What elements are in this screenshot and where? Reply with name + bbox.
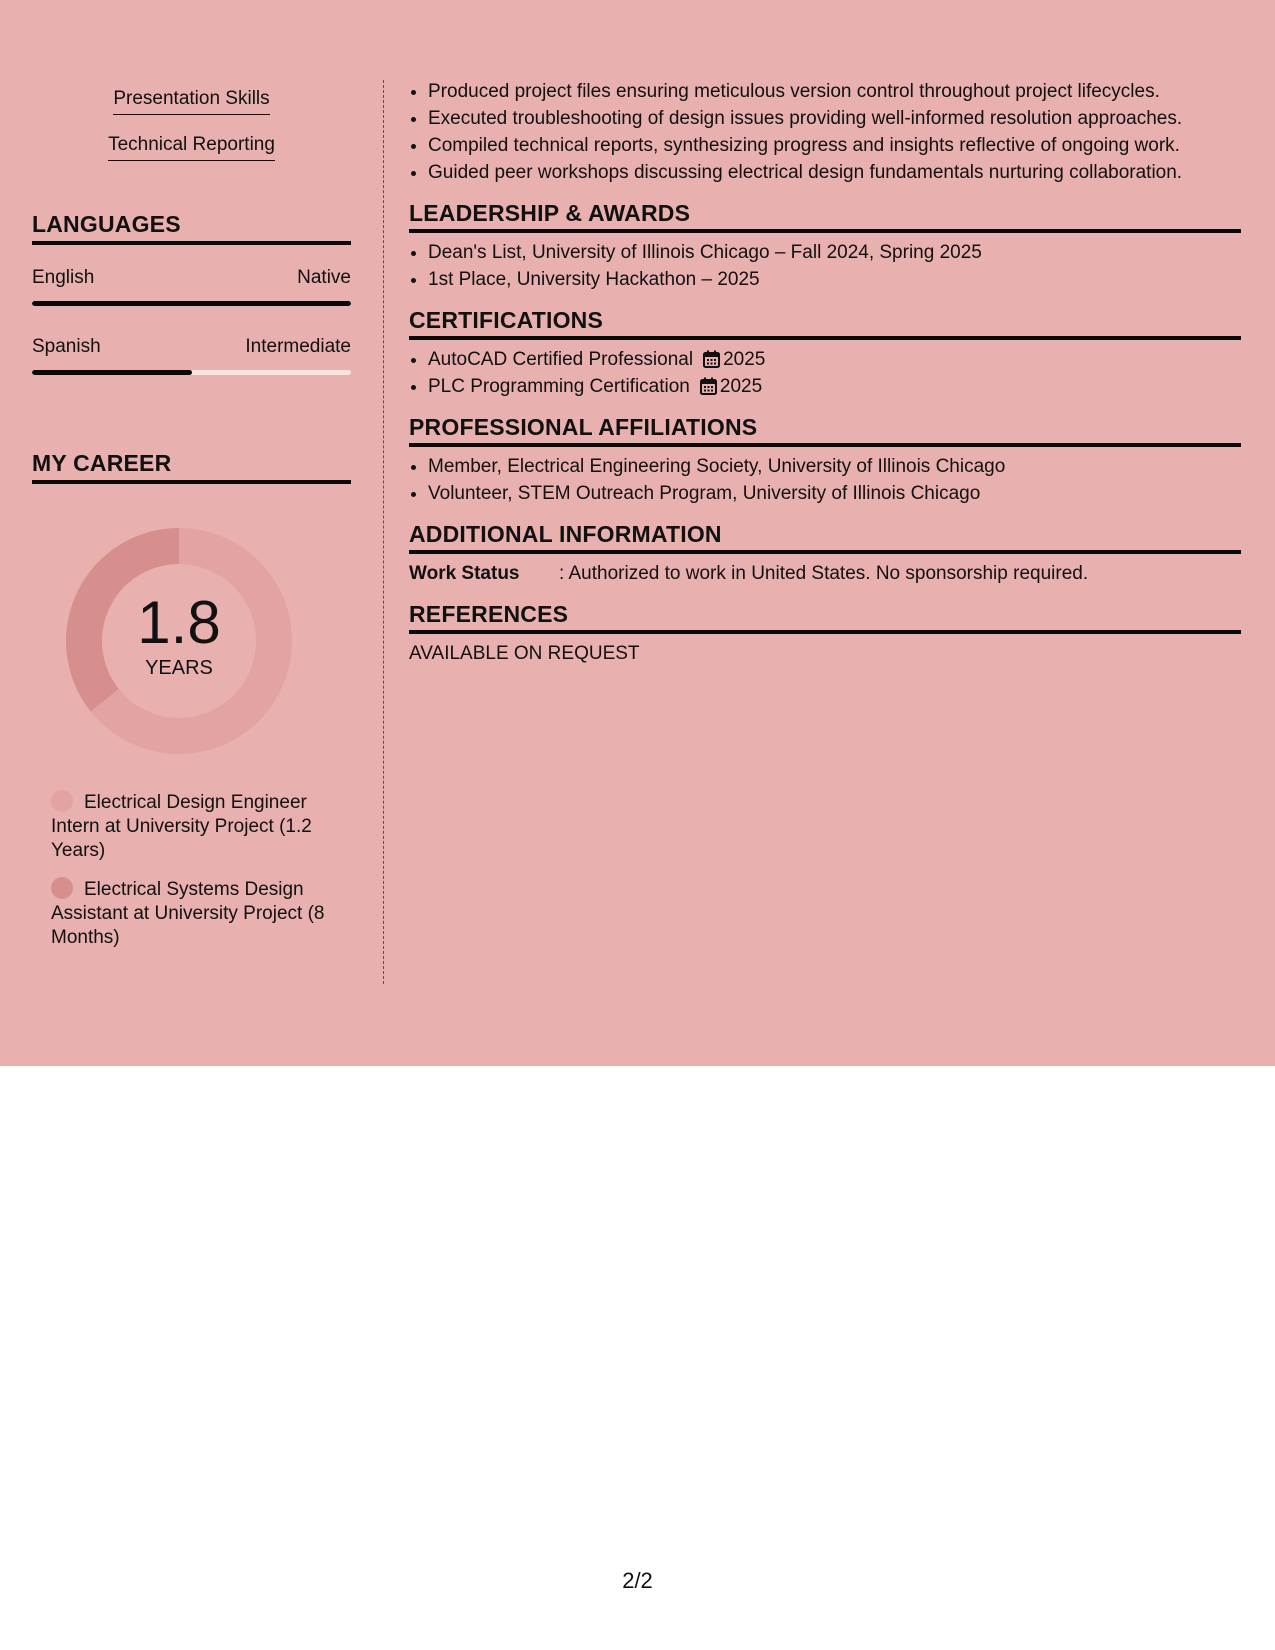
leadership-item: • Dean's List, University of Illinois Chicago – Fall 2024, Spring 2025	[428, 239, 1241, 266]
language-spanish	[32, 336, 351, 375]
work-status-value: : Authorized to work in United States. No sponsorship required.	[559, 563, 1089, 584]
work-status-row	[409, 560, 1241, 587]
certification-year: 2025	[723, 349, 766, 370]
career-total-value: 1.8	[137, 589, 221, 657]
language-level: Native	[297, 266, 351, 288]
career-heading: MY CAREER	[32, 450, 351, 484]
references-text: AVAILABLE ON REQUEST	[409, 643, 640, 664]
career-total-unit: YEARS	[145, 657, 213, 680]
career-legend-item	[51, 790, 341, 863]
leadership-list	[409, 239, 1241, 293]
language-english	[32, 267, 351, 306]
career-donut-chart	[66, 528, 292, 754]
language-proficiency-fill	[32, 370, 192, 375]
certification-item	[428, 346, 1241, 373]
language-name: Spanish	[32, 335, 101, 357]
language-proficiency-bar	[32, 370, 351, 375]
certification-name: PLC Programming Certification	[428, 376, 690, 397]
leadership-item: • 1st Place, University Hackathon – 2025	[428, 266, 1241, 293]
certifications-list	[409, 346, 1241, 400]
affiliations-heading: PROFESSIONAL AFFILIATIONS	[409, 414, 1241, 447]
skills-list	[32, 88, 351, 161]
language-level: Intermediate	[245, 335, 351, 357]
languages-heading: LANGUAGES	[32, 211, 351, 245]
certification-name: AutoCAD Certified Professional	[428, 349, 694, 370]
experience-bullet: • Guided peer workshops discussing electrical design fundamentals nurturing collaboration.	[428, 159, 1241, 186]
career-legend	[32, 790, 351, 950]
language-proficiency-fill	[32, 301, 351, 306]
left-column	[32, 80, 351, 964]
additional-info-heading: ADDITIONAL INFORMATION	[409, 521, 1241, 554]
calendar-icon	[703, 350, 720, 368]
affiliations-list	[409, 453, 1241, 507]
certifications-heading: CERTIFICATIONS	[409, 307, 1241, 340]
language-proficiency-bar	[32, 301, 351, 306]
language-name: English	[32, 266, 95, 288]
right-column	[409, 78, 1241, 667]
legend-label: Electrical Systems Design Assistant at University Project (8 Months)	[51, 878, 325, 948]
experience-bullet: • Compiled technical reports, synthesizing progress and insights reflective of ongoing work.	[428, 132, 1241, 159]
affiliation-item: • Member, Electrical Engineering Society, University of Illinois Chicago	[428, 453, 1241, 480]
experience-bullet: • Executed troubleshooting of design issues providing well-informed resolution approaches.	[428, 105, 1241, 132]
experience-bullets	[409, 78, 1241, 186]
work-status-label: Work Status	[409, 563, 520, 584]
experience-bullet: • Produced project files ensuring meticulous version control throughout project lifecycles.	[428, 78, 1241, 105]
certification-year: 2025	[719, 376, 763, 397]
leadership-heading: LEADERSHIP & AWARDS	[409, 200, 1241, 233]
skill-item: Technical Reporting	[108, 134, 275, 161]
legend-dot	[51, 790, 73, 812]
column-divider	[383, 80, 384, 984]
affiliation-item: • Volunteer, STEM Outreach Program, University of Illinois Chicago	[428, 480, 1241, 507]
page-number: 2/2	[622, 1568, 653, 1593]
legend-dot	[51, 877, 73, 899]
calendar-icon	[700, 377, 717, 395]
career-legend-item	[51, 877, 341, 950]
legend-label: Electrical Design Engineer Intern at University Project (1.2 Years)	[51, 791, 312, 861]
certification-item	[428, 373, 1241, 400]
skill-item: Presentation Skills	[113, 88, 269, 115]
references-heading: REFERENCES	[409, 601, 1241, 634]
